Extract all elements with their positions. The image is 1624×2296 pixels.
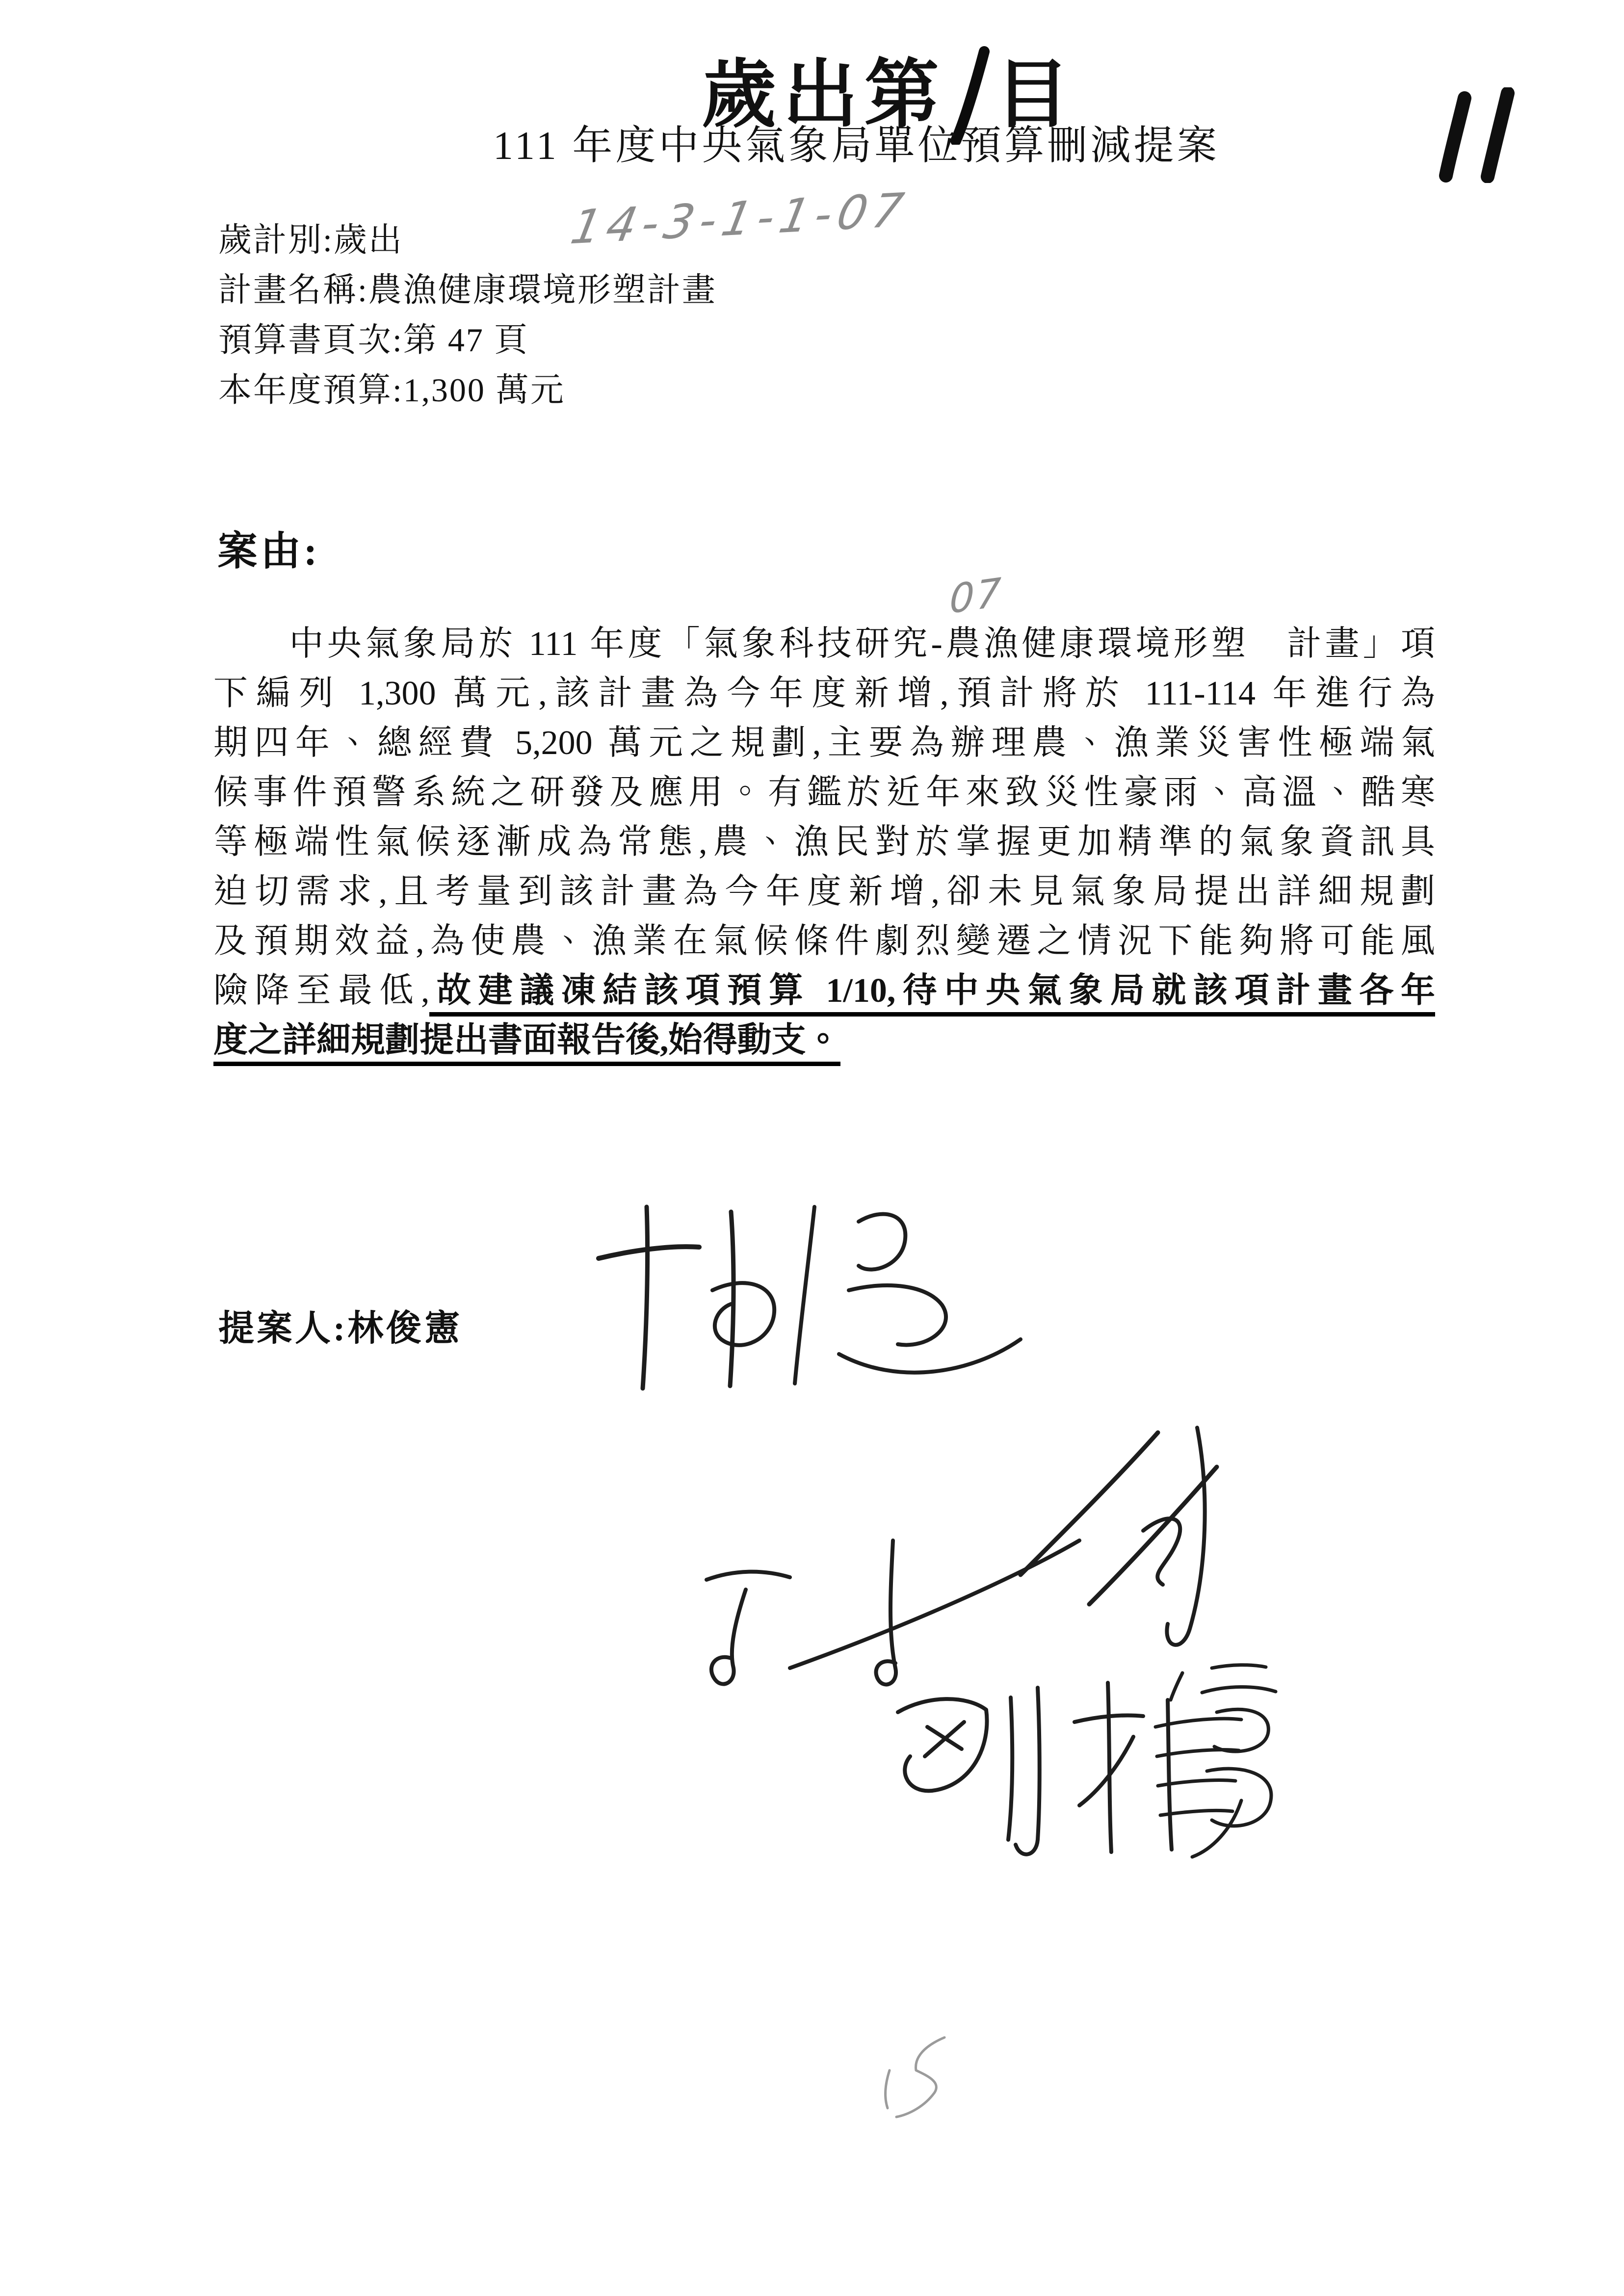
proposer-label: 提案人 xyxy=(218,1308,333,1348)
info-label: 計畫名稱 xyxy=(218,271,358,309)
paragraph-line xyxy=(213,817,1435,867)
paragraph-line xyxy=(213,619,1435,669)
info-label: 本年度預算 xyxy=(218,371,393,409)
emphasis-underline: 故建議凍結該項預算 1/10,待中央氣象局就該項計畫各年 xyxy=(429,972,1435,1017)
paragraph-line xyxy=(213,669,1435,718)
line-text: 等極端性氣候逐漸成為常態,農、漁民對於掌握更加精準的氣象資訊具 xyxy=(213,823,1435,861)
info-value: 農漁健康環境形塑計畫 xyxy=(368,271,717,309)
pencil-item-number-annotation: 07 xyxy=(948,569,1004,623)
paragraph-line xyxy=(213,718,1435,768)
line-text: 中央氣象局於 111 年度「氣象科技研究-農漁健康環境形塑 計畫」項 xyxy=(213,625,1435,663)
paragraph-line xyxy=(213,867,1435,916)
info-colon: : xyxy=(358,271,368,309)
proposer-colon: : xyxy=(333,1308,348,1348)
line-text: 迫切需求,且考量到該計畫為今年度新增,卻未見氣象局提出詳細規劃 xyxy=(213,873,1435,911)
info-row-budget-type xyxy=(218,215,717,265)
line-text: 及預期效益,為使農、漁業在氣候條件劇烈變遷之情況下能夠將可能風 xyxy=(213,922,1435,960)
title-prefix: 歲出第 xyxy=(702,54,946,136)
info-colon: : xyxy=(323,221,334,259)
pencil-code-annotation: 14-3-1-1-07 xyxy=(566,183,914,255)
emphasis-underline: 度之詳細規劃提出書面報告後,始得動支。 xyxy=(213,1021,840,1066)
info-colon: : xyxy=(393,371,403,409)
info-value: 第 47 頁 xyxy=(403,321,529,359)
line-text: 期四年、總經費 5,200 萬元之規劃,主要為辦理農、漁業災害性極端氣 xyxy=(213,724,1435,762)
handwritten-page-number xyxy=(1435,87,1521,183)
paragraph-line xyxy=(213,916,1435,966)
info-value: 歲出 xyxy=(333,221,403,259)
info-colon: : xyxy=(393,321,403,359)
line-text: 下編列 1,300 萬元,該計畫為今年度新增,預計將於 111-114 年進行為 xyxy=(213,675,1435,712)
paragraph-line xyxy=(213,1016,1435,1065)
budget-info xyxy=(218,215,717,415)
page-subtitle: 111 年度中央氣象局單位預算刪減提案 xyxy=(493,123,1220,168)
proposer-line xyxy=(218,1299,462,1351)
info-label: 歲計別 xyxy=(218,221,323,259)
case-paragraph xyxy=(213,619,1435,1065)
case-heading: 案由: xyxy=(217,529,320,574)
paragraph-line xyxy=(213,768,1435,817)
info-row-annual-budget xyxy=(218,365,717,415)
line-text: 候事件預警系統之研發及應用。有鑑於近年來致災性豪雨、高溫、酷寒 xyxy=(213,774,1435,811)
proposer-name: 林俊憲 xyxy=(347,1308,463,1348)
pencil-page-number-footer xyxy=(871,2024,959,2122)
title-suffix: 目 xyxy=(995,54,1076,136)
line-text: 險降至最低, xyxy=(213,972,430,1010)
info-row-book-page xyxy=(218,315,717,365)
info-value: 1,300 萬元 xyxy=(403,371,565,409)
proposer-signature xyxy=(584,1192,1035,1398)
info-row-plan-name xyxy=(218,265,717,315)
cosigner-signature-2 xyxy=(868,1653,1290,1864)
paragraph-line xyxy=(213,966,1435,1016)
info-label: 預算書頁次 xyxy=(218,321,393,359)
